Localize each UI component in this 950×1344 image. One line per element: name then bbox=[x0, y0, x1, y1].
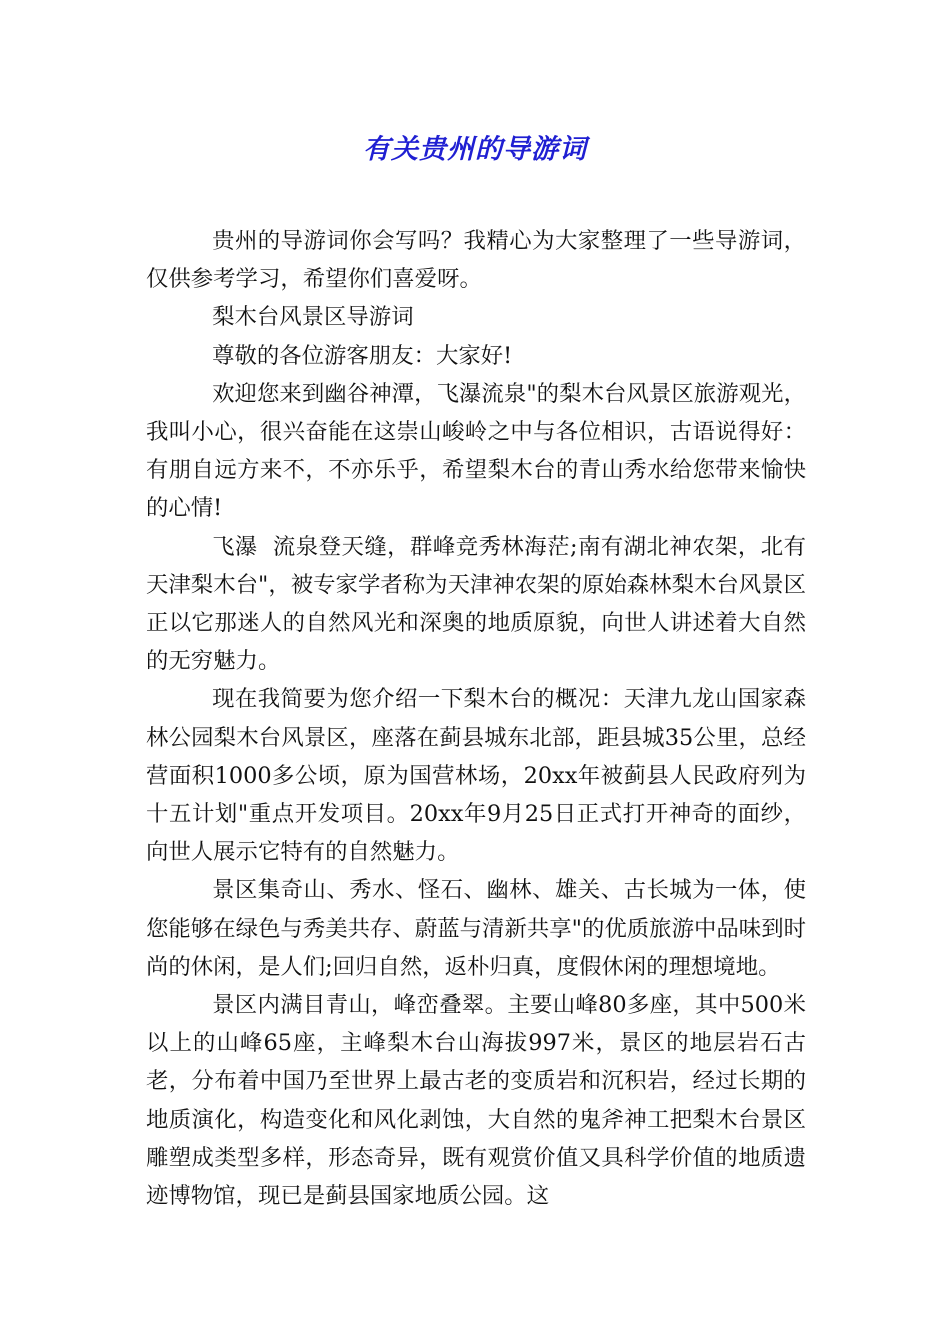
paragraph-overview: 现在我简要为您介绍一下梨木台的概况：天津九龙山国家森林公园梨木台风景区，座落在蓟县城东北部，距县城35公里，总经营面积1000多公顷，原为国营林场，20xx年被蓟县人民政府列为十五计划"重点开发项目。20xx年9月25日正式打开神奇的面纱，向世人展示它特有的自然魅力。 bbox=[146, 686, 806, 866]
paragraph-mountains: 景区内满目青山，峰峦叠翠。主要山峰80多座，其中500米以上的山峰65座，主峰梨木台山海拔997米，景区的地层岩石古老，分布着中国乃至世界上最古老的变质岩和沉积岩，经过长期的地质演化，构造变化和风化剥蚀，大自然的鬼斧神工把梨木台景区雕塑成类型多样，形态奇异，既有观赏价值又具科学价值的地质遗迹博物馆，现已是蓟县国家地质公园。这 bbox=[146, 992, 806, 1210]
paragraph-section-heading: 梨木台风景区导游词 bbox=[212, 304, 414, 331]
paragraph-waterfall: 飞瀑 流泉登天缝，群峰竞秀林海茫;南有湖北神农架，北有天津梨木台"，被专家学者称为天津神农架的原始森林梨木台风景区正以它那迷人的自然风光和深奥的地质原貌，向世人讲述着大自然的无穷魅力。 bbox=[146, 533, 806, 675]
paragraph-welcome: 欢迎您来到幽谷神潭，飞瀑流泉"的梨木台风景区旅游观光，我叫小心，很兴奋能在这崇山峻岭之中与各位相识，古语说得好：有朋自远方来不，不亦乐乎，希望梨木台的青山秀水给您带来愉快的心情! bbox=[146, 380, 806, 522]
document-body bbox=[146, 222, 806, 1215]
paragraph-features: 景区集奇山、秀水、怪石、幽林、雄关、古长城为一体，使您能够在绿色与秀美共存、蔚蓝与清新共享"的优质旅游中品味到时尚的休闲，是人们;回归自然，返朴归真，度假休闲的理想境地。 bbox=[146, 877, 806, 980]
document-title: 有关贵州的导游词 bbox=[363, 134, 587, 165]
paragraph-greeting: 尊敬的各位游客朋友：大家好! bbox=[212, 342, 513, 369]
paragraph-intro: 贵州的导游词你会写吗？我精心为大家整理了一些导游词，仅供参考学习，希望你们喜爱呀。 bbox=[146, 228, 806, 293]
